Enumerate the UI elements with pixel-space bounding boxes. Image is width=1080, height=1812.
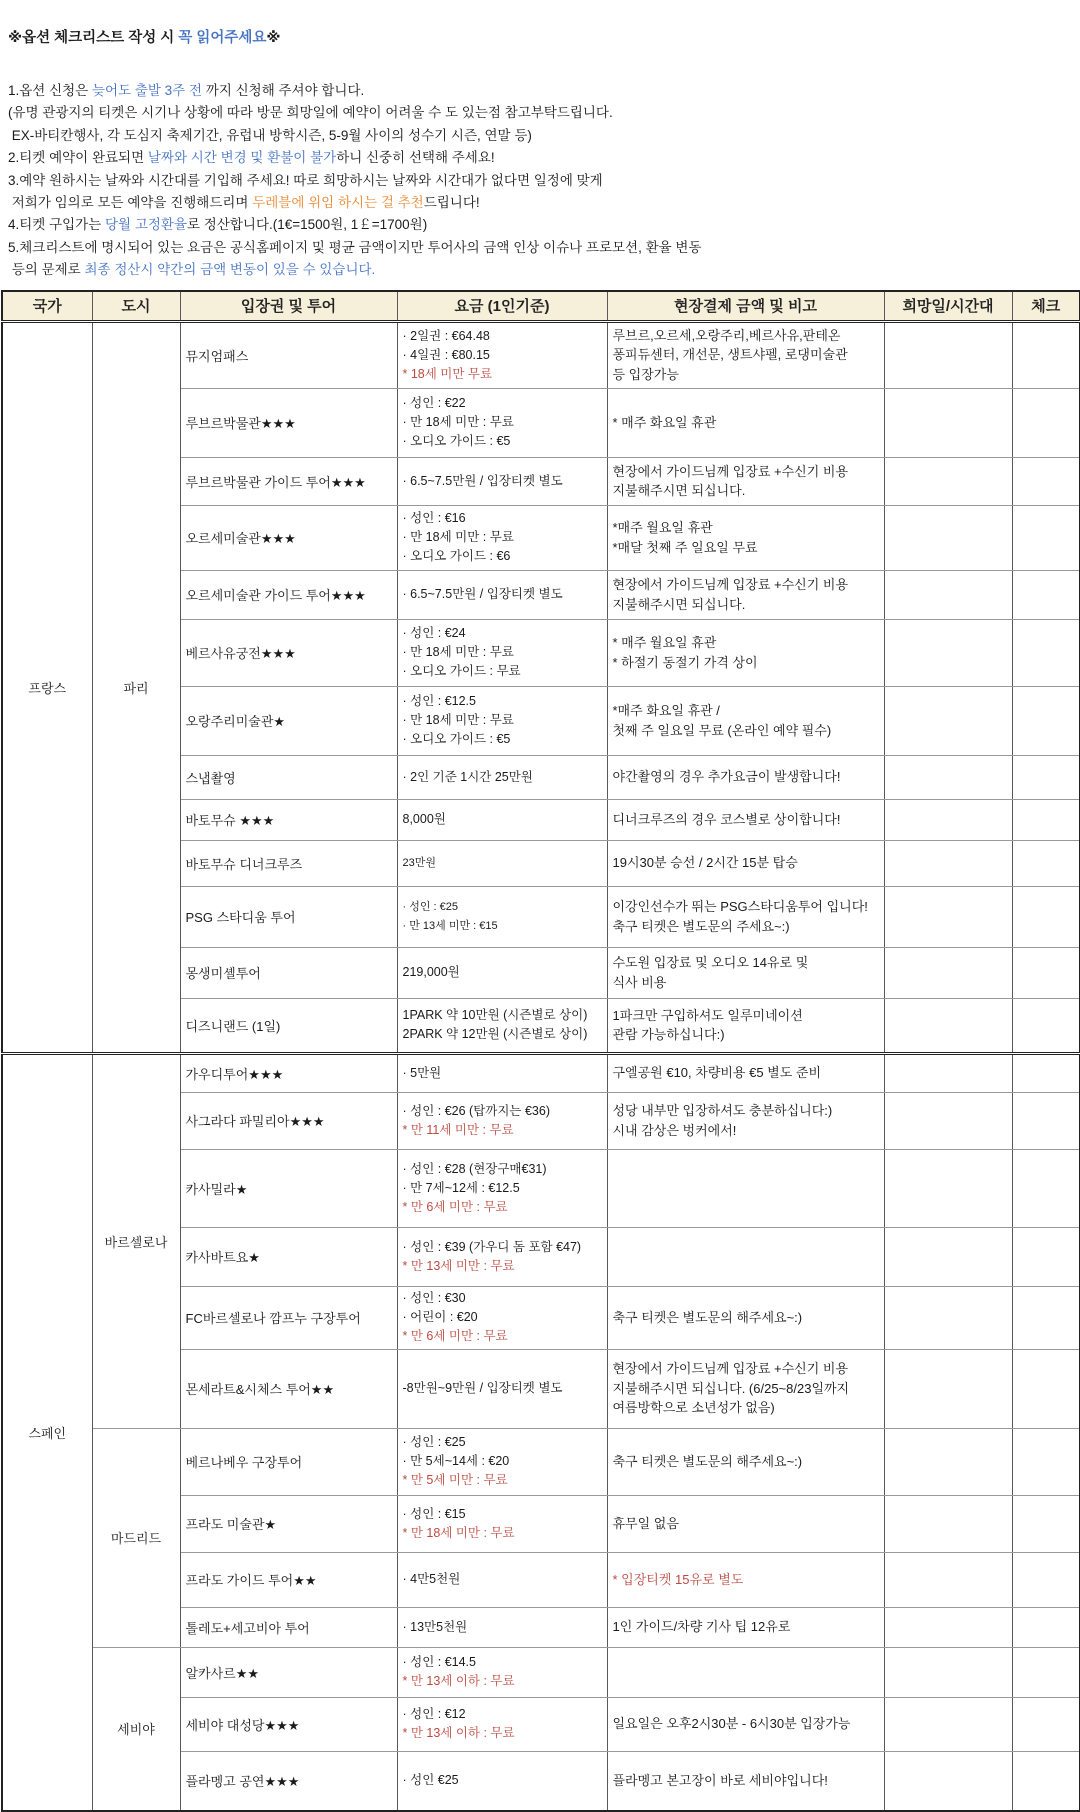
notes-cell (607, 840, 884, 886)
wish-date-cell[interactable] (884, 1495, 1012, 1552)
wish-date-cell[interactable] (884, 1053, 1012, 1092)
notes-cell (607, 755, 884, 799)
notice-text-segment: 드립니다! (423, 195, 480, 211)
fee-line: · 성인 : €28 (현장구매€31) (402, 1161, 547, 1176)
notes-cell (607, 505, 884, 570)
notes-cell (607, 1607, 884, 1647)
options-checklist-table (1, 290, 1080, 1812)
fee-cell (397, 1552, 607, 1607)
fee-line: · 성인 : €25 (402, 1435, 466, 1450)
check-cell[interactable] (1012, 570, 1080, 619)
fee-line: · 오디오 가이드 : €5 (402, 732, 511, 747)
fee-cell (397, 686, 607, 755)
tour-name-cell: FC바르셀로나 깜프누 구장투어 (180, 1286, 397, 1349)
notice-text-segment: ※ (266, 30, 281, 46)
wish-date-cell[interactable] (884, 1349, 1012, 1428)
fee-line: * 만 5세 미만 : 무료 (402, 1473, 508, 1488)
fee-line: · 만 7세~12세 : €12.5 (402, 1180, 520, 1195)
tour-name-cell: 프라도 가이드 투어★★ (180, 1552, 397, 1607)
notice-text-segment: 등의 문제로 (8, 262, 85, 278)
check-cell[interactable] (1012, 321, 1080, 388)
fee-line: · 만 18세 미만 : 무료 (402, 713, 514, 728)
fee-line: · 6.5~7.5만원 / 입장티켓 별도 (402, 473, 563, 488)
wish-date-cell[interactable] (884, 1607, 1012, 1647)
check-cell[interactable] (1012, 388, 1080, 457)
notes-line: 현장에서 가이드님께 입장료 +수신기 비용 (612, 577, 849, 593)
notes-line: 지불해주시면 되십니다. (612, 483, 746, 499)
notice-text-segment: 꼭 읽어주세요 (178, 30, 267, 46)
fee-cell (397, 619, 607, 686)
tour-name-cell: 오르세미술관★★★ (180, 505, 397, 570)
header-fee: 요금 (1인기준) (397, 291, 607, 322)
header-notes: 현장결제 금액 및 비고 (607, 291, 884, 322)
tour-name-cell: 베르나베우 구장투어 (180, 1428, 397, 1495)
fee-line: · 오디오 가이드 : €5 (402, 434, 511, 449)
wish-date-cell[interactable] (884, 570, 1012, 619)
notes-cell (607, 1286, 884, 1349)
notes-line: 1파크만 구입하셔도 일루미네이션 (612, 1007, 803, 1023)
check-cell[interactable] (1012, 1697, 1080, 1751)
fee-cell (397, 1092, 607, 1149)
fee-cell (397, 1349, 607, 1428)
notes-line: 성당 내부만 입장하셔도 충분하십니다:) (612, 1103, 833, 1119)
fee-line: · 성인 : €16 (402, 511, 466, 526)
notes-line: 구엘공원 €10, 차량비용 €5 별도 준비 (612, 1065, 822, 1081)
fee-line: * 만 6세 미만 : 무료 (402, 1329, 508, 1344)
notice-line (8, 259, 1080, 281)
tour-name-cell: 바토무슈 ★★★ (180, 799, 397, 840)
fee-cell (397, 388, 607, 457)
tour-name-cell: 몽생미셸투어 (180, 947, 397, 998)
wish-date-cell[interactable] (884, 388, 1012, 457)
notes-line: 19시30분 승선 / 2시간 15분 탑승 (612, 855, 798, 871)
wish-date-cell[interactable] (884, 1149, 1012, 1227)
notes-line: *매주 화요일 휴관 / (612, 703, 720, 719)
notes-cell (607, 619, 884, 686)
table-row (2, 1647, 1080, 1697)
tour-name-cell: 플라멩고 공연★★★ (180, 1751, 397, 1811)
notice-text-segment: 두레블에 위임 하시는 걸 추천 (252, 195, 424, 211)
fee-line: · 성인 : €14.5 (402, 1655, 476, 1670)
notice-text-segment: 로 정산합니다.(1€=1500원, 1￡=1700원) (187, 217, 428, 233)
fee-cell (397, 998, 607, 1053)
check-cell[interactable] (1012, 686, 1080, 755)
city-cell: 바르셀로나 (92, 1053, 180, 1428)
check-cell[interactable] (1012, 1552, 1080, 1607)
wish-date-cell[interactable] (884, 755, 1012, 799)
notice-text-segment: (유명 관광지의 티켓은 시기나 상황에 따라 방문 희망일에 예약이 어려울 수 도 있는점 참고부탁드립니다. (8, 105, 613, 121)
table-row (2, 1428, 1080, 1495)
wish-date-cell[interactable] (884, 1697, 1012, 1751)
fee-line: · 어린이 : €20 (402, 1310, 478, 1325)
fee-cell (397, 1227, 607, 1286)
check-cell[interactable] (1012, 799, 1080, 840)
notice-text-segment: 까지 신청해 주셔야 합니다. (205, 83, 365, 98)
notice-text-segment: ※옵션 체크리스트 작성 시 (8, 30, 179, 46)
wish-date-cell[interactable] (884, 686, 1012, 755)
notes-line: 수도원 입장료 및 오디오 14유로 및 (612, 955, 809, 971)
fee-line: · 만 5세~14세 : €20 (402, 1454, 510, 1469)
fee-cell (397, 321, 607, 388)
fee-line: · 6.5~7.5만원 / 입장티켓 별도 (402, 587, 563, 602)
notes-cell (607, 570, 884, 619)
fee-cell (397, 1053, 607, 1092)
city-cell: 세비야 (92, 1647, 180, 1811)
wish-date-cell[interactable] (884, 457, 1012, 505)
notes-line: 플라멩고 본고장이 바로 세비야입니다! (612, 1773, 828, 1789)
check-cell[interactable] (1012, 840, 1080, 886)
wish-date-cell[interactable] (884, 1092, 1012, 1149)
fee-cell (397, 1428, 607, 1495)
tour-name-cell: 알카사르★★ (180, 1647, 397, 1697)
notice-text-segment: 1.옵션 신청은 (8, 83, 92, 98)
header-city: 도시 (92, 291, 180, 322)
fee-line: · 5만원 (402, 1065, 442, 1080)
fee-line: · 2인 기준 1시간 25만원 (402, 769, 533, 784)
check-cell[interactable] (1012, 947, 1080, 998)
notice-text-segment: 날짜와 시간 변경 및 환불이 불가 (147, 150, 337, 166)
notice-text-segment: 5.체크리스트에 명시되어 있는 요금은 공식홈페이지 및 평균 금액이지만 투어사의 금액 인상 이슈나 프로모션, 환율 변동 (8, 239, 702, 255)
fee-cell (397, 1697, 607, 1751)
fee-line: * 만 18세 미만 : 무료 (402, 1525, 515, 1540)
notes-line: * 매주 월요일 휴관 (612, 635, 717, 651)
check-cell[interactable] (1012, 1647, 1080, 1697)
notes-line: 이강인선수가 뛰는 PSG스타디움투어 입니다! (612, 899, 868, 915)
wish-date-cell[interactable] (884, 1286, 1012, 1349)
check-cell[interactable] (1012, 1607, 1080, 1647)
notes-line: 첫째 주 일요일 무료 (온라인 예약 필수) (612, 722, 832, 738)
notes-line: 루브르,오르세,오랑주리,베르사유,판테온 (612, 327, 841, 343)
tour-name-cell: 스냅촬영 (180, 755, 397, 799)
notes-line: 휴무일 없음 (612, 1515, 679, 1531)
fee-cell (397, 947, 607, 998)
fee-line: * 만 11세 미만 : 무료 (402, 1122, 514, 1137)
tour-name-cell: 세비야 대성당★★★ (180, 1697, 397, 1751)
notes-cell (607, 1428, 884, 1495)
check-cell[interactable] (1012, 457, 1080, 505)
check-cell[interactable] (1012, 505, 1080, 570)
fee-line: · 성인 €25 (402, 1773, 459, 1788)
notes-cell (607, 388, 884, 457)
fee-cell (397, 1647, 607, 1697)
notes-cell (607, 998, 884, 1053)
notes-line: 등 입장가능 (612, 366, 679, 382)
tour-name-cell: 카사밀라★ (180, 1149, 397, 1227)
notes-line: 퐁피듀센터, 개선문, 생트샤펠, 로댕미술관 (612, 347, 848, 363)
notes-cell (607, 321, 884, 388)
check-cell[interactable] (1012, 755, 1080, 799)
notice-line (8, 80, 1080, 102)
wish-date-cell[interactable] (884, 947, 1012, 998)
tour-name-cell: 베르사유궁전★★★ (180, 619, 397, 686)
check-cell[interactable] (1012, 1428, 1080, 1495)
fee-cell (397, 1751, 607, 1811)
tour-name-cell: 뮤지엄패스 (180, 321, 397, 388)
tour-name-cell: 루브르박물관 가이드 투어★★★ (180, 457, 397, 505)
fee-line: · 성인 : €25 (402, 900, 458, 913)
wish-date-cell[interactable] (884, 505, 1012, 570)
fee-line: * 만 13세 미만 : 무료 (402, 1258, 515, 1273)
notice-text-segment: 3.예약 원하시는 날짜와 시간대를 기입해 주세요! 따로 희망하시는 날짜와 시간대가 없다면 일정에 맞게 (8, 172, 603, 188)
check-cell[interactable] (1012, 1349, 1080, 1428)
fee-line: · 13만5천원 (402, 1619, 468, 1634)
tour-name-cell: 카사바트요★ (180, 1227, 397, 1286)
tour-name-cell: 가우디투어★★★ (180, 1053, 397, 1092)
wish-date-cell[interactable] (884, 1751, 1012, 1811)
tour-name-cell: 루브르박물관★★★ (180, 388, 397, 457)
notice-title (8, 26, 1080, 47)
fee-line: * 18세 미만 무료 (402, 366, 493, 381)
tour-name-cell: PSG 스타디움 투어 (180, 886, 397, 947)
check-cell[interactable] (1012, 1092, 1080, 1149)
notice-text-segment: 저희가 임의로 모든 예약을 진행해드리며 (8, 195, 253, 211)
tour-name-cell: 오랑주리미술관★ (180, 686, 397, 755)
notes-line: 지불해주시면 되십니다. (612, 596, 746, 612)
header-wish-date: 희망일/시간대 (884, 291, 1012, 322)
fee-line: · 만 18세 미만 : 무료 (402, 645, 514, 660)
notes-cell (607, 947, 884, 998)
fee-line: · 성인 : €24 (402, 626, 466, 641)
fee-line: * 만 6세 미만 : 무료 (402, 1199, 508, 1214)
notes-line: 축구 티켓은 별도문의 해주세요~:) (612, 1453, 803, 1469)
country-cell: 프랑스 (2, 321, 92, 1053)
wish-date-cell[interactable] (884, 1428, 1012, 1495)
wish-date-cell[interactable] (884, 619, 1012, 686)
fee-line: · 성인 : €12.5 (402, 694, 476, 709)
wish-date-cell[interactable] (884, 1227, 1012, 1286)
wish-date-cell[interactable] (884, 321, 1012, 388)
fee-line: · 성인 : €15 (402, 1506, 466, 1521)
notes-line: *매주 월요일 휴관 (612, 520, 713, 536)
notice-line (8, 192, 1080, 214)
fee-line: · 2일권 : €64.48 (402, 328, 490, 343)
notice-text-segment: 늦어도 출발 3주 전 (91, 83, 206, 98)
wish-date-cell[interactable] (884, 1647, 1012, 1697)
wish-date-cell[interactable] (884, 998, 1012, 1053)
fee-cell (397, 1495, 607, 1552)
fee-line: · 만 13세 미만 : €15 (402, 919, 498, 932)
notice-line (8, 170, 1080, 192)
fee-cell (397, 1286, 607, 1349)
fee-line: 219,000원 (402, 965, 460, 980)
notice-text-segment: 당월 고정환율 (105, 217, 188, 233)
city-cell: 파리 (92, 321, 180, 1053)
check-cell[interactable] (1012, 1751, 1080, 1811)
header-check: 체크 (1012, 291, 1080, 322)
fee-line: · 4일권 : €80.15 (402, 347, 490, 362)
notice-text-segment: 4.티켓 구입가는 (8, 217, 106, 233)
fee-cell (397, 1607, 607, 1647)
notes-line: *매달 첫째 주 일요일 무료 (612, 539, 758, 555)
fee-line: · 만 18세 미만 : 무료 (402, 415, 514, 430)
tour-name-cell: 사그라다 파밀리아★★★ (180, 1092, 397, 1149)
check-cell[interactable] (1012, 1149, 1080, 1227)
wish-date-cell[interactable] (884, 799, 1012, 840)
fee-line: · 4만5천원 (402, 1572, 461, 1587)
notice-block (0, 0, 1080, 282)
tour-name-cell: 바토무슈 디너크루즈 (180, 840, 397, 886)
fee-cell (397, 457, 607, 505)
notice-line (8, 102, 1080, 124)
check-cell[interactable] (1012, 1053, 1080, 1092)
fee-cell (397, 570, 607, 619)
check-cell[interactable] (1012, 1227, 1080, 1286)
fee-line: · 만 18세 미만 : 무료 (402, 530, 514, 545)
fee-line: 8,000원 (402, 812, 446, 827)
tour-name-cell: 디즈니랜드 (1일) (180, 998, 397, 1053)
wish-date-cell[interactable] (884, 886, 1012, 947)
notes-line: 야간촬영의 경우 추가요금이 발생합니다! (612, 769, 841, 785)
check-cell[interactable] (1012, 886, 1080, 947)
fee-line: · 성인 : €26 (탑까지는 €36) (402, 1103, 550, 1118)
fee-cell (397, 840, 607, 886)
notice-text-segment: 최종 정산시 약간의 금액 변동이 있을 수 있습니다. (84, 262, 376, 278)
notes-line: 축구 티켓은 별도문의 해주세요~:) (612, 1309, 803, 1325)
fee-cell (397, 886, 607, 947)
fee-line: * 만 13세 이하 : 무료 (402, 1674, 515, 1689)
notes-cell (607, 1552, 884, 1607)
fee-line: * 만 13세 이하 : 무료 (402, 1726, 515, 1741)
header-tour: 입장권 및 투어 (180, 291, 397, 322)
notes-cell (607, 886, 884, 947)
notes-line: * 하절기 동절기 가격 상이 (612, 654, 758, 670)
notes-line: 현장에서 가이드님께 입장료 +수신기 비용 (612, 1361, 849, 1377)
notes-cell (607, 1647, 884, 1697)
fee-cell (397, 1149, 607, 1227)
fee-line: · 성인 : €30 (402, 1291, 466, 1306)
check-cell[interactable] (1012, 1286, 1080, 1349)
notes-line: 관람 가능하십니다:) (612, 1027, 725, 1043)
notes-line: * 입장티켓 15유로 별도 (612, 1571, 744, 1587)
notes-cell (607, 799, 884, 840)
notes-line: 현장에서 가이드님께 입장료 +수신기 비용 (612, 463, 849, 479)
table-row (2, 321, 1080, 388)
notes-cell (607, 686, 884, 755)
check-cell[interactable] (1012, 1495, 1080, 1552)
notes-line: 식사 비용 (612, 974, 667, 990)
notes-cell (607, 457, 884, 505)
tour-name-cell: 프라도 미술관★ (180, 1495, 397, 1552)
notice-line (8, 147, 1080, 169)
notes-line: 일요일은 오후2시30분 - 6시30분 입장가능 (612, 1716, 851, 1732)
notes-line: 시내 감상은 벙커에서! (612, 1122, 737, 1138)
fee-line: 23만원 (402, 856, 436, 869)
notes-line: 여름방학으로 소년성가 없음) (612, 1400, 775, 1416)
fee-cell (397, 799, 607, 840)
notice-text-segment: 2.티켓 예약이 완료되면 (8, 150, 148, 166)
notes-cell (607, 1495, 884, 1552)
notes-line: * 매주 화요일 휴관 (612, 414, 717, 430)
tour-name-cell: 톨레도+세고비아 투어 (180, 1607, 397, 1647)
fee-line: · 성인 : €12 (402, 1707, 466, 1722)
tour-name-cell: 몬세라트&시체스 투어★★ (180, 1349, 397, 1428)
country-cell: 스페인 (2, 1053, 92, 1811)
notes-line: 지불해주시면 되십니다. (6/25~8/23일까지 (612, 1380, 850, 1396)
wish-date-cell[interactable] (884, 840, 1012, 886)
wish-date-cell[interactable] (884, 1552, 1012, 1607)
table-row (2, 1053, 1080, 1092)
notice-text-segment: 하니 신중히 선택해 주세요! (336, 150, 495, 166)
tour-name-cell: 오르세미술관 가이드 투어★★★ (180, 570, 397, 619)
notes-cell (607, 1227, 884, 1286)
notice-text-segment: EX-바티칸행사, 각 도심지 축제기간, 유럽내 방학시즌, 5-9월 사이의 성수기 시즌, 연말 등) (8, 127, 532, 143)
notice-lines (8, 80, 1080, 282)
fee-cell (397, 755, 607, 799)
notice-line (8, 214, 1080, 236)
fee-line: · 성인 : €39 (가우디 돔 포함 €47) (402, 1239, 582, 1254)
fee-line: -8만원~9만원 / 입장티켓 별도 (402, 1381, 563, 1396)
fee-line: · 성인 : €22 (402, 396, 466, 411)
notes-cell (607, 1697, 884, 1751)
notice-line (8, 125, 1080, 147)
fee-line: · 오디오 가이드 : 무료 (402, 664, 521, 679)
fee-line: 2PARK 약 12만원 (시즌별로 상이) (402, 1027, 588, 1042)
notes-cell (607, 1349, 884, 1428)
notes-cell (607, 1149, 884, 1227)
notes-cell (607, 1751, 884, 1811)
notice-line (8, 237, 1080, 259)
fee-cell (397, 505, 607, 570)
city-cell: 마드리드 (92, 1428, 180, 1647)
fee-line: 1PARK 약 10만원 (시즌별로 상이) (402, 1008, 588, 1023)
notes-cell (607, 1053, 884, 1092)
fee-line: · 오디오 가이드 : €6 (402, 549, 511, 564)
table-header-row (2, 291, 1080, 322)
notes-line: 1인 가이드/차량 기사 팁 12유로 (612, 1619, 791, 1635)
check-cell[interactable] (1012, 998, 1080, 1053)
notes-line: 축구 티켓은 별도문의 주세요~:) (612, 918, 790, 934)
header-country: 국가 (2, 291, 92, 322)
check-cell[interactable] (1012, 619, 1080, 686)
notes-line: 디너크루즈의 경우 코스별로 상이합니다! (612, 811, 841, 827)
notes-cell (607, 1092, 884, 1149)
